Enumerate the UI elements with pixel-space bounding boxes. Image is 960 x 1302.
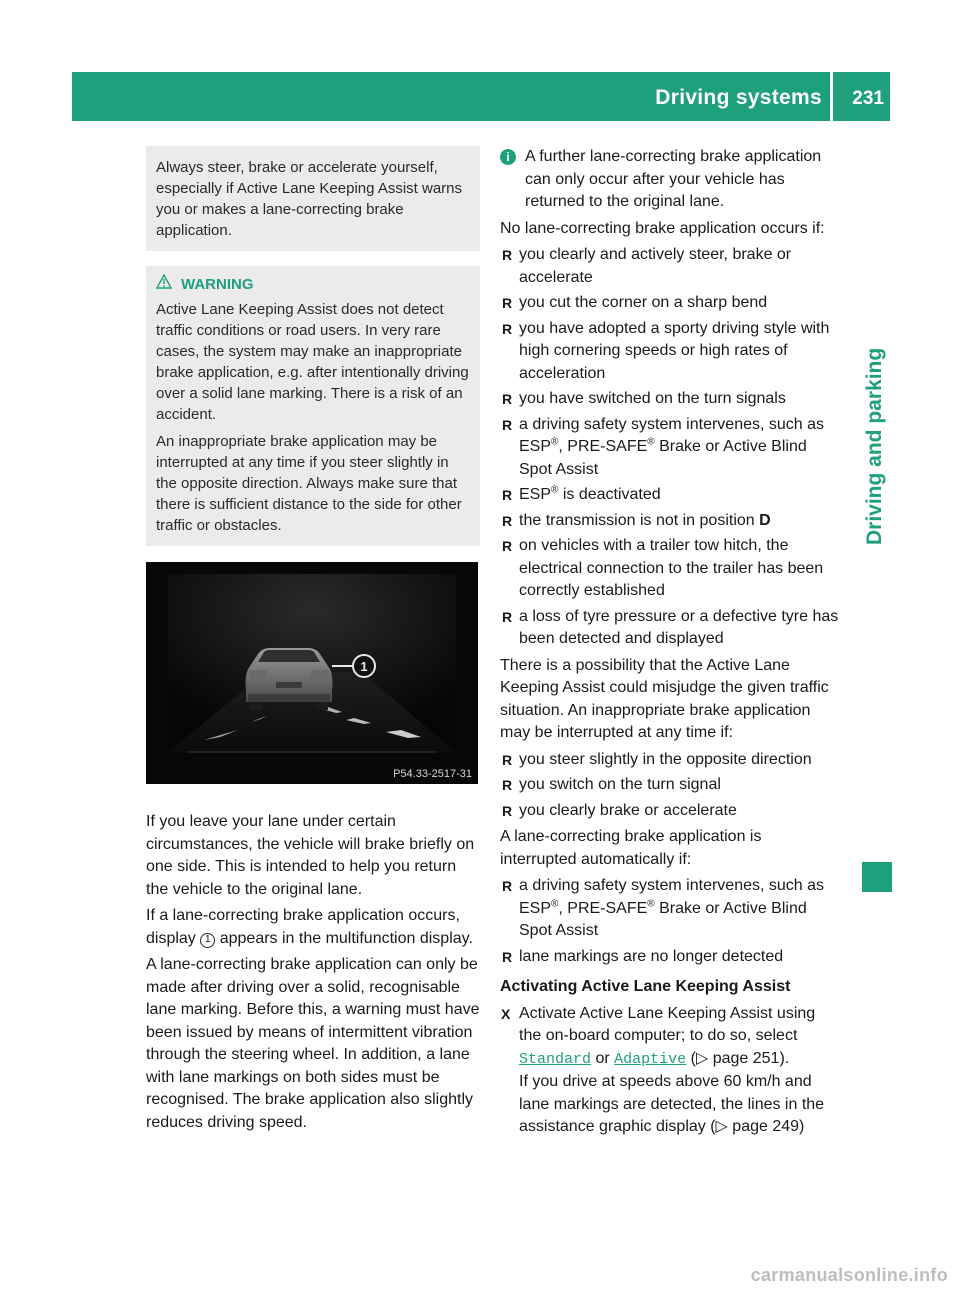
step-detail: If you drive at speeds above 60 km/h and lane markings are detected, the lines in the assistance graphic display (▷ page 249) [519,1073,825,1135]
callout-1-icon: 1 [200,933,215,948]
warning-triangle-icon [156,274,172,295]
activating-heading: Activating Active Lane Keeping Assist [500,978,791,995]
note-box [146,146,480,251]
no-brake-intro: No lane-correcting brake application occurs if: [500,219,825,237]
misjudge-paragraph: There is a possibility that the Active Lane Keeping Assist could misjudge the given traffic situation. An inappropriate brake application may be interrupted at any time if: [500,656,829,741]
no-brake-list [500,244,840,651]
info-icon: i [500,149,516,165]
info-note [500,146,840,218]
list-item: R you clearly and actively steer, brake or accelerate [500,244,840,289]
auto-interrupt-list [500,875,840,968]
page-header [72,72,890,121]
page-reference-link[interactable]: (▷ page 251). [690,1049,790,1067]
chapter-tab [863,255,893,545]
body-paragraph: A lane-correcting brake application can only be made after driving over a solid, recognisable lane marking. Before this, a warning must have been issued by means of intermittent vibration through the steering wheel. In addition, a lane with lane markings on both sides must be recognised. The brake application also slightly reduces driving speed. [146,956,480,1131]
warning-title: WARNING [181,276,254,293]
vehicle-rear-icon [246,648,333,710]
list-item: R you have adopted a sporty driving style with high cornering speeds or high rates of acceleration [500,318,840,386]
list-item: R ESP® is deactivated [500,484,840,507]
figure-code: P54.33-2517-31 [393,768,472,780]
body-paragraph: If a lane-correcting brake application occurs, display 1 appears in the multifunction display. [146,907,473,947]
page-number: 231 [852,88,884,109]
list-item: R a driving safety system intervenes, such as ESP®, PRE-SAFE® Brake or Active Blind Spot Assist [500,414,840,482]
step-marker-icon: X [501,1005,511,1022]
note-text: Always steer, brake or accelerate yourself, especially if Active Lane Keeping Assist warns you or makes a lane-correcting brake application. [156,159,462,239]
body-paragraph: If you leave your lane under certain circumstances, the vehicle will brake briefly on one side. This is intended to help you return the vehicle to the original lane. [146,813,475,898]
warning-paragraph: An inappropriate brake application may be interrupted at any time if you steer slightly in the opposite direction. Always make sure that there is sufficient distance to the side for other traffic or obstacles. [156,433,462,534]
warning-box [146,266,480,546]
list-item: R the transmission is not in position D [500,510,840,533]
instruction-step: X Activate Active Lane Keeping Assist using the on-board computer; to do so, select Standard or Adaptive (▷ page 251). If you drive at speeds above 60 km/h and lane markings are detected, the lines in the assistance graphic display (▷ page 249) [501,1004,825,1135]
warning-heading [156,274,472,295]
interrupt-list [500,749,840,823]
display-illustration [146,562,478,784]
warning-paragraph: Active Lane Keeping Assist does not detect traffic conditions or road users. In very rare cases, the system may make an inappropriate brake application, e.g. after intentionally driving over a solid lane marking. There is a risk of an accident. [156,301,469,423]
right-column [500,146,840,1139]
left-body-text [146,811,480,1134]
info-text: A further lane-correcting brake application can only occur after your vehicle has returned to the original lane. [525,148,822,210]
list-item: R you switch on the turn signal [500,774,840,797]
list-item: R on vehicles with a trailer tow hitch, the electrical connection to the trailer has been correctly established [500,535,840,603]
lane-keeping-display-figure [146,562,478,784]
left-column [146,146,480,1138]
site-watermark: carmanualsonline.info [750,1265,948,1285]
header-divider [830,72,833,121]
list-item: R a driving safety system intervenes, such as ESP®, PRE-SAFE® Brake or Active Blind Spot Assist [500,875,840,943]
menu-option-standard[interactable]: Standard [519,1050,592,1068]
section-title: Driving systems [655,86,822,109]
list-item: R you cut the corner on a sharp bend [500,292,840,315]
auto-interrupt-paragraph: A lane-correcting brake application is interrupted automatically if: [500,828,762,868]
list-item: R lane markings are no longer detected [500,946,840,969]
list-item: R you clearly brake or accelerate [500,800,840,823]
chapter-tab-marker [862,862,892,892]
callout-number: 1 [360,659,368,674]
chapter-tab-label: Driving and parking [863,347,886,545]
list-item: R you steer slightly in the opposite direction [500,749,840,772]
list-item: R you have switched on the turn signals [500,388,840,411]
list-item: R a loss of tyre pressure or a defective tyre has been detected and displayed [500,606,840,651]
menu-option-adaptive[interactable]: Adaptive [614,1050,687,1068]
